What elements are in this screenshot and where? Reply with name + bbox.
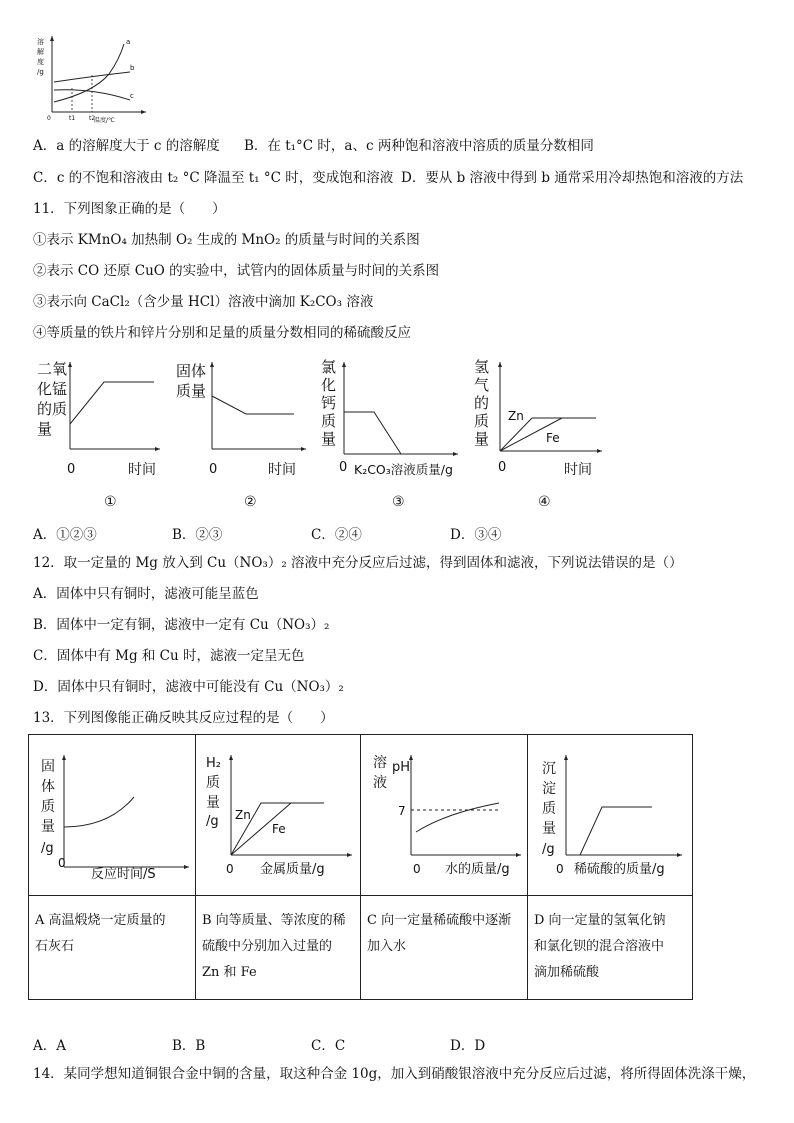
svg-text:液: 液 xyxy=(373,775,387,791)
svg-text:时间: 时间 xyxy=(268,462,296,478)
svg-text:质: 质 xyxy=(474,412,490,430)
q11-graph-1 xyxy=(34,354,164,514)
q11-option-c[interactable]: C．②④ xyxy=(311,527,362,543)
q13-option-d[interactable]: D．D xyxy=(450,1038,486,1054)
svg-text:体: 体 xyxy=(41,779,55,795)
svg-text:Zn: Zn xyxy=(508,409,524,423)
q13-caption-b: B 向等质量、等浓度的稀 硫酸中分别加入过量的 Zn 和 Fe xyxy=(196,896,361,1000)
svg-text:化锰: 化锰 xyxy=(37,380,68,398)
q11-option-b[interactable]: B．②③ xyxy=(172,527,223,543)
curve-a xyxy=(54,44,124,102)
svg-text:t1: t1 xyxy=(69,115,76,122)
q11-option-d[interactable]: D．③④ xyxy=(450,527,502,543)
svg-text:0: 0 xyxy=(67,462,76,477)
svg-text:固: 固 xyxy=(41,759,55,775)
q13-caption-c: C 向一定量稀硫酸中逐渐 加入水 xyxy=(361,896,528,1000)
svg-text:/g: /g xyxy=(206,814,219,829)
svg-text:氢: 氢 xyxy=(474,358,490,376)
svg-text:/g: /g xyxy=(542,842,555,857)
q13-caption-a: A 高温煅烧一定质量的 石灰石 xyxy=(29,896,196,1000)
svg-text:t2: t2 xyxy=(89,115,96,122)
q12-option-c[interactable]: C．固体中有 Mg 和 Cu 时，滤液一定呈无色 xyxy=(33,648,305,664)
q13-option-c[interactable]: C．C xyxy=(311,1038,346,1054)
svg-text:0: 0 xyxy=(226,862,234,876)
svg-text:沉: 沉 xyxy=(542,761,556,777)
q10-option-d[interactable]: D．要从 b 溶液中得到 b 通常采用冷却热饱和溶液的方法 xyxy=(401,170,744,186)
q10-option-b[interactable]: B．在 t₁°C 时，a、c 两种饱和溶液中溶质的质量分数相同 xyxy=(244,138,594,154)
svg-text:稀硫酸的质量/g: 稀硫酸的质量/g xyxy=(574,862,665,877)
svg-text:③: ③ xyxy=(392,494,405,510)
svg-text:溶: 溶 xyxy=(373,755,387,771)
svg-text:a: a xyxy=(126,38,131,46)
svg-text:解: 解 xyxy=(37,48,44,56)
q11-graph-4 xyxy=(470,354,610,514)
svg-text:/g: /g xyxy=(41,841,54,856)
svg-text:/g: /g xyxy=(37,68,44,76)
svg-text:量: 量 xyxy=(474,430,490,448)
q13-graph-cell-a xyxy=(29,735,196,896)
q11-option-a[interactable]: A．①②③ xyxy=(33,527,97,543)
q11-item-3: ③表示向 CaCl₂（含少量 HCl）溶液中滴加 K₂CO₃ 溶液 xyxy=(33,294,374,310)
svg-text:质: 质 xyxy=(321,412,337,430)
q13-table xyxy=(28,734,693,1000)
svg-text:pH: pH xyxy=(392,760,411,775)
q13-graph-d xyxy=(528,735,692,891)
q14-stem: 14．某同学想知道铜银合金中铜的含量，取这种合金 10g，加入到硝酸银溶液中充分反应后过滤，将所得固体洗涤干燥， xyxy=(33,1066,756,1082)
svg-text:水的质量/g: 水的质量/g xyxy=(445,862,510,877)
svg-text:二氧: 二氧 xyxy=(37,360,68,378)
svg-text:淀: 淀 xyxy=(542,781,556,797)
q13-option-a[interactable]: A．A xyxy=(33,1038,66,1054)
svg-text:质: 质 xyxy=(206,775,220,791)
svg-text:钙: 钙 xyxy=(321,394,337,412)
q13-caption-d: D 向一定量的氢氧化钠 和氯化钡的混合溶液中 滴加稀硫酸 xyxy=(528,896,693,1000)
q11-item-4: ④等质量的铁片和锌片分别和足量的质量分数相同的稀硫酸反应 xyxy=(33,325,411,341)
svg-text:时间: 时间 xyxy=(564,462,592,478)
q13-graph-a xyxy=(29,735,195,891)
svg-text:量: 量 xyxy=(37,420,53,438)
q10-option-c[interactable]: C．c 的不饱和溶液由 t₂ °C 降温至 t₁ °C 时，变成饱和溶液 xyxy=(33,170,394,186)
q13-stem: 13．下列图像能正确反映其反应过程的是（ ） xyxy=(33,710,334,726)
q13-graph-b xyxy=(196,735,360,891)
q13-graph-cell-d xyxy=(528,735,693,896)
q11-stem: 11．下列图象正确的是（ ） xyxy=(33,201,226,217)
svg-text:7: 7 xyxy=(398,804,406,818)
q12-stem: 12．取一定量的 Mg 放入到 Cu（NO₃）₂ 溶液中充分反应后过滤，得到固体和滤液，下列说法错误的是（） xyxy=(33,555,683,571)
svg-text:固体: 固体 xyxy=(176,362,207,380)
svg-text:④: ④ xyxy=(538,494,551,510)
svg-text:K₂CO₃溶液质量/g: K₂CO₃溶液质量/g xyxy=(354,462,453,477)
q13-graph-cell-b xyxy=(196,735,361,896)
svg-text:c: c xyxy=(130,92,134,100)
svg-text:温度/℃: 温度/℃ xyxy=(94,117,115,124)
solubility-graph xyxy=(34,30,154,126)
svg-text:质量: 质量 xyxy=(176,382,207,400)
svg-text:0: 0 xyxy=(556,862,564,876)
q12-option-b[interactable]: B．固体中一定有铜，滤液中一定有 Cu（NO₃）₂ xyxy=(33,617,330,633)
svg-text:量: 量 xyxy=(206,795,220,811)
svg-text:①: ① xyxy=(104,494,117,510)
q11-graph-3 xyxy=(318,354,468,514)
q12-option-a[interactable]: A．固体中只有铜时，滤液可能呈蓝色 xyxy=(33,586,259,602)
svg-text:质: 质 xyxy=(41,799,55,815)
svg-text:的: 的 xyxy=(474,394,490,412)
svg-text:0: 0 xyxy=(413,862,421,876)
svg-text:H₂: H₂ xyxy=(206,756,221,771)
svg-text:时间: 时间 xyxy=(128,462,156,478)
svg-text:溶: 溶 xyxy=(37,38,44,46)
svg-text:Fe: Fe xyxy=(546,431,560,445)
svg-text:②: ② xyxy=(244,494,257,510)
svg-text:反应时间/S: 反应时间/S xyxy=(91,867,156,882)
svg-text:Zn: Zn xyxy=(235,808,251,822)
svg-text:化: 化 xyxy=(321,376,337,394)
q13-graph-c xyxy=(361,735,527,891)
svg-text:b: b xyxy=(130,64,135,72)
q11-item-2: ②表示 CO 还原 CuO 的实验中，试管内的固体质量与时间的关系图 xyxy=(33,263,440,279)
q11-graph-2 xyxy=(174,354,314,514)
svg-text:0: 0 xyxy=(498,460,507,475)
svg-text:度: 度 xyxy=(37,58,44,66)
svg-text:的质: 的质 xyxy=(37,400,68,418)
svg-text:氯: 氯 xyxy=(321,358,337,376)
svg-text:0: 0 xyxy=(47,115,51,122)
q11-item-1: ①表示 KMnO₄ 加热制 O₂ 生成的 MnO₂ 的质量与时间的关系图 xyxy=(33,232,420,248)
svg-text:量: 量 xyxy=(542,821,556,837)
svg-text:气: 气 xyxy=(474,376,490,394)
svg-text:金属质量/g: 金属质量/g xyxy=(260,862,325,877)
q13-graph-cell-c xyxy=(361,735,528,896)
svg-text:0: 0 xyxy=(58,856,66,870)
q10-option-a[interactable]: A．a 的溶解度大于 c 的溶解度 xyxy=(33,138,220,154)
svg-text:量: 量 xyxy=(321,430,337,448)
q13-option-b[interactable]: B．B xyxy=(172,1038,206,1054)
svg-text:0: 0 xyxy=(339,460,348,475)
svg-text:质: 质 xyxy=(542,801,556,817)
q12-option-d[interactable]: D．固体中只有铜时，滤液中可能没有 Cu（NO₃）₂ xyxy=(33,679,344,695)
svg-text:Fe: Fe xyxy=(272,822,286,836)
svg-text:量: 量 xyxy=(41,819,55,835)
svg-text:0: 0 xyxy=(209,462,218,477)
